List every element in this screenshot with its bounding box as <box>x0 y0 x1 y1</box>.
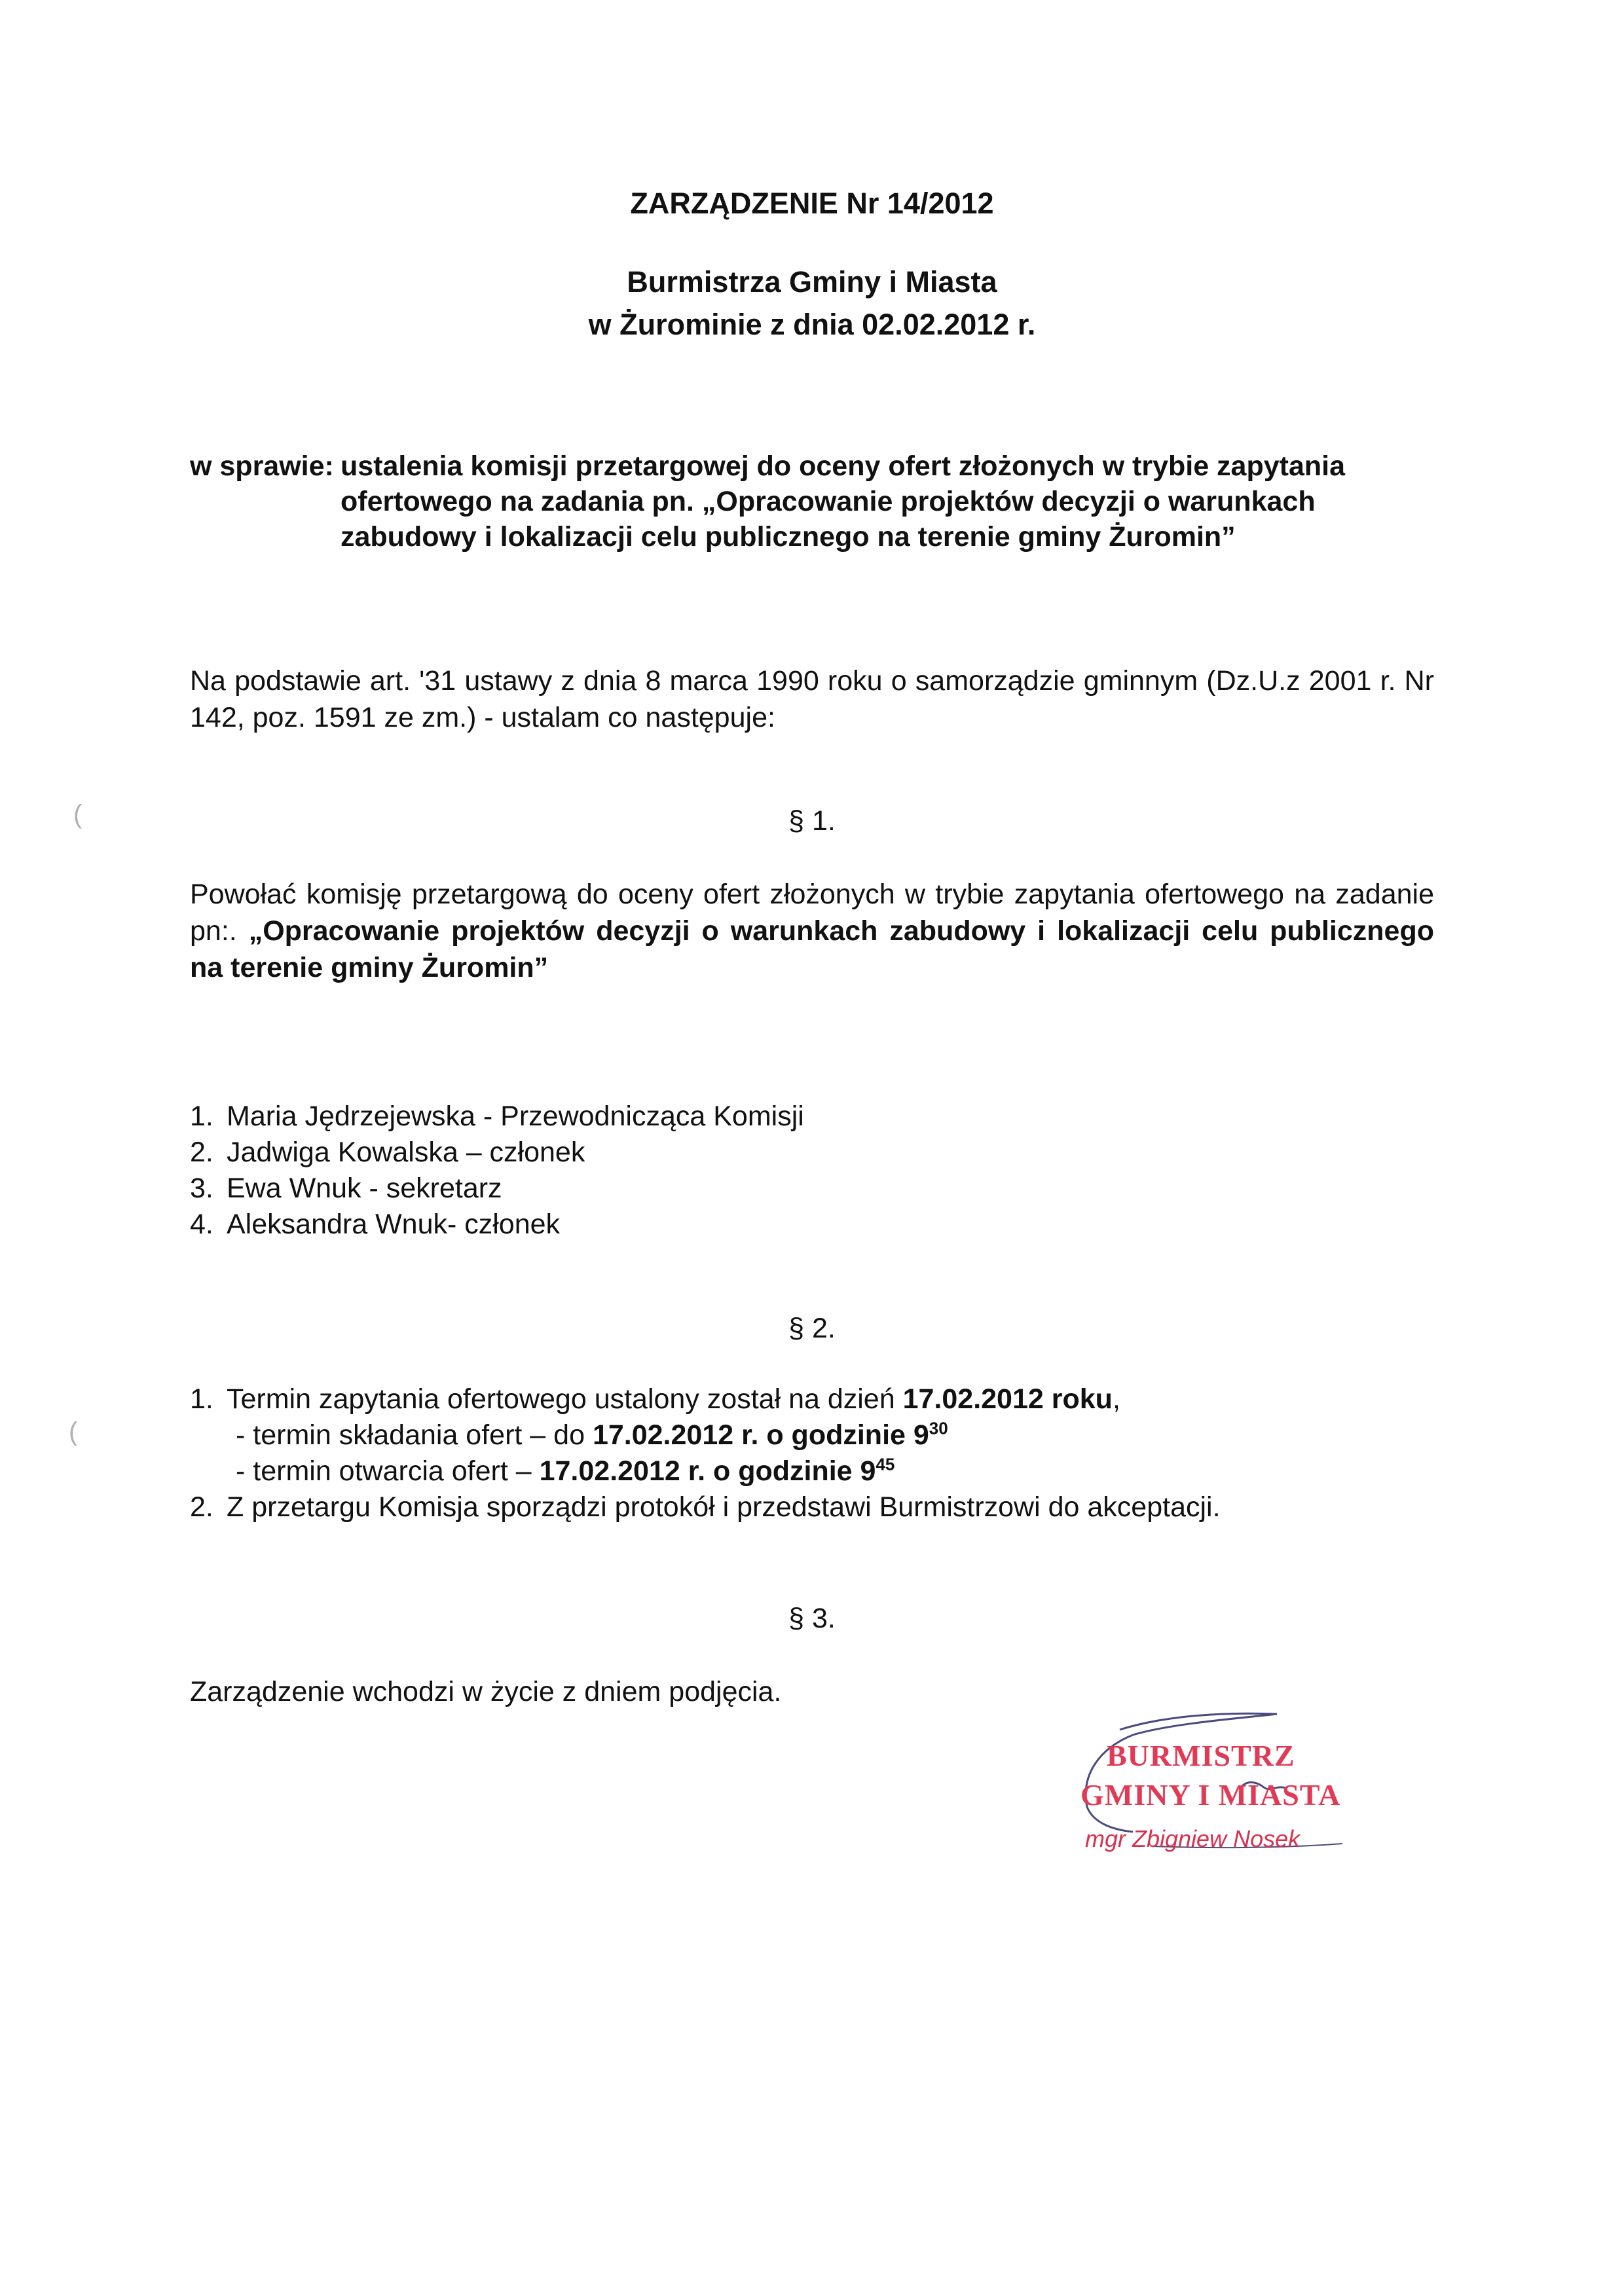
list-item: 4. Aleksandra Wnuk- członek <box>190 1209 561 1240</box>
list-item: 2. Jadwiga Kowalska – członek <box>190 1137 585 1168</box>
subject-line-2: ofertowego na zadania pn. „Opracowanie projektów decyzji o warunkach <box>341 486 1316 517</box>
stamp-title-line-1: BURMISTRZ <box>1107 1739 1295 1772</box>
section-1-text-plain: Powołać komisję przetargową do oceny ofert złożonych w trybie zapytania ofertowego na zadanie pn:. <box>190 879 1434 947</box>
offer-opening-deadline: - termin otwarcia ofert – 17.02.2012 r. o godzinie $9^{45}$ <box>236 1454 895 1487</box>
section-3-mark: § 3. <box>788 1603 836 1634</box>
section-3-text: Zarządzenie wchodzi w życie z dniem podjęcia. <box>190 1676 782 1707</box>
mayor-stamp <box>1074 1709 1414 1853</box>
subject-block <box>190 448 1434 555</box>
section-1-text <box>190 876 1434 986</box>
subject-line-1: ustalenia komisji przetargowej do oceny ofert złożonych w trybie zapytania <box>341 450 1346 482</box>
list-item: 1. Termin zapytania ofertowego ustalony został na dzień 17.02.2012 roku, <box>190 1383 1120 1415</box>
offer-submission-deadline: - termin składania ofert – do 17.02.2012 r. o godzinie $9^{30}$ <box>236 1418 948 1451</box>
document-title: ZARZĄDZENIE Nr 14/2012 <box>630 187 994 220</box>
section-2-mark: § 2. <box>788 1313 836 1344</box>
list-item: 1. Maria Jędrzejewska - Przewodnicząca Komisji <box>190 1101 804 1132</box>
issuer-line-1: Burmistrza Gminy i Miasta <box>627 265 997 299</box>
subject-label: w sprawie: <box>190 450 334 482</box>
section-2-list <box>190 1381 1434 1525</box>
section-1-text-bold: „Opracowanie projektów decyzji o warunkach zabudowy i lokalizacji celu publicznego na terenie gminy Żuromin” <box>190 915 1434 983</box>
stamp-signatory-name: mgr Zbigniew Nosek <box>1085 1825 1301 1852</box>
margin-punch-mark: ( <box>69 1417 78 1446</box>
list-item: 2. Z przetargu Komisja sporządzi protokół i przedstawi Burmistrzowi do akceptacji. <box>190 1491 1221 1523</box>
list-item: 3. Ewa Wnuk - sekretarz <box>190 1173 502 1204</box>
margin-punch-mark: ( <box>73 800 83 829</box>
legal-basis: Na podstawie art. '31 ustawy z dnia 8 marca 1990 roku o samorządzie gminnym (Dz.U.z 2001 r. Nr 142, poz. 1591 ze zm.) - ustalam co następuje: <box>190 665 1434 733</box>
subject-line-3: zabudowy i lokalizacji celu publicznego na terenie gminy Żuromin” <box>341 521 1236 553</box>
section-1-mark: § 1. <box>788 805 836 837</box>
issuer-line-2: w Żurominie z dnia 02.02.2012 r. <box>588 308 1036 341</box>
stamp-title-line-2: GMINY I MIASTA <box>1080 1778 1341 1812</box>
committee-members-list <box>190 1099 1434 1243</box>
